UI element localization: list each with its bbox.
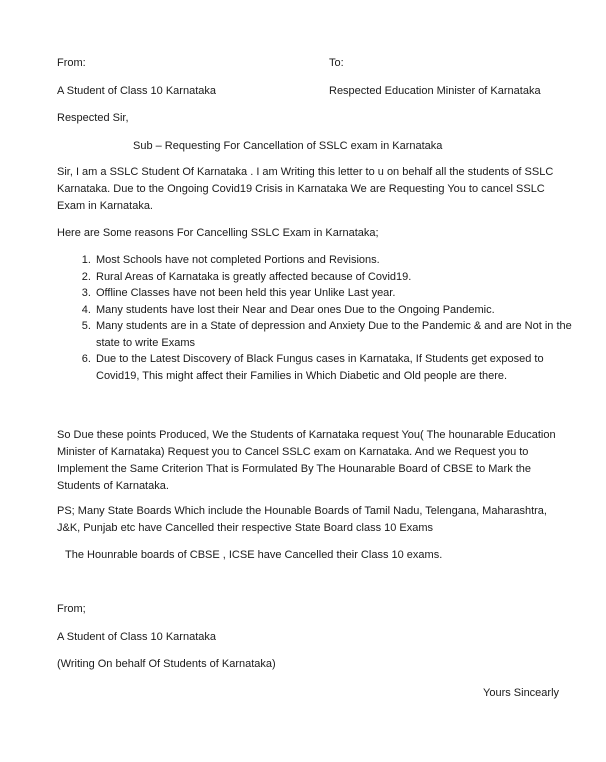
intro-paragraph: Sir, I am a SSLC Student Of Karnataka . I am Writing this letter to u on behalf all the students of SSLC Karnataka. Due to the Ongoing Covid19 Crisis in Karnataka We are Requesting You to cancel SSLC Exam in Karnataka. [57, 166, 554, 212]
request-paragraph: So Due these points Produced, We the Students of Karnataka request You( The hounarable Education Minister of Karnataka) Request you to Cancel SSLC exam on Karnataka. And we Request you to Implement the Same Criterion That is Formulated By The Hounarable Board of CBSE to Mark the Students of Karnataka. [57, 429, 556, 492]
to-label: To: [329, 57, 344, 69]
reason-item: 6. Due to the Latest Discovery of Black Fungus cases in Karnataka, If Students get exposed to Covid19, This might affect their Families in Which Diabetic and Old people are there. [94, 351, 584, 384]
reason-item: 1. Most Schools have not completed Portions and Revisions. [94, 252, 584, 269]
recipient-name: Respected Education Minister of Karnataka [329, 85, 541, 97]
from-label: From: [57, 57, 86, 69]
subject-line: Sub – Requesting For Cancellation of SSLC exam in Karnataka [133, 140, 443, 152]
sign-off: Yours Sincearly [483, 687, 560, 699]
salutation: Respected Sir, [57, 112, 129, 124]
closing-sender: A Student of Class 10 Karnataka [57, 631, 216, 643]
closing-from: From; [57, 603, 86, 615]
cbse-note: The Hounrable boards of CBSE , ICSE have Cancelled their Class 10 exams. [65, 549, 443, 561]
ps-paragraph: PS; Many State Boards Which include the Hounable Boards of Tamil Nadu, Telengana, Maharashtra, J&K, Punjab etc have Cancelled their respective State Board class 10 Exams [57, 505, 547, 534]
reasons-list [57, 252, 584, 384]
sender-name: A Student of Class 10 Karnataka [57, 85, 216, 97]
closing-behalf: (Writing On behalf Of Students of Karnataka) [57, 658, 276, 670]
reason-item: 3. Offline Classes have not been held this year Unlike Last year. [94, 285, 584, 302]
reasons-heading: Here are Some reasons For Cancelling SSLC Exam in Karnataka; [57, 227, 379, 239]
reason-item: 4. Many students have lost their Near and Dear ones Due to the Ongoing Pandemic. [94, 302, 584, 319]
reason-item: 5. Many students are in a State of depression and Anxiety Due to the Pandemic & and are Not in the state to write Exams [94, 318, 584, 351]
reason-item: 2. Rural Areas of Karnataka is greatly affected because of Covid19. [94, 269, 584, 286]
